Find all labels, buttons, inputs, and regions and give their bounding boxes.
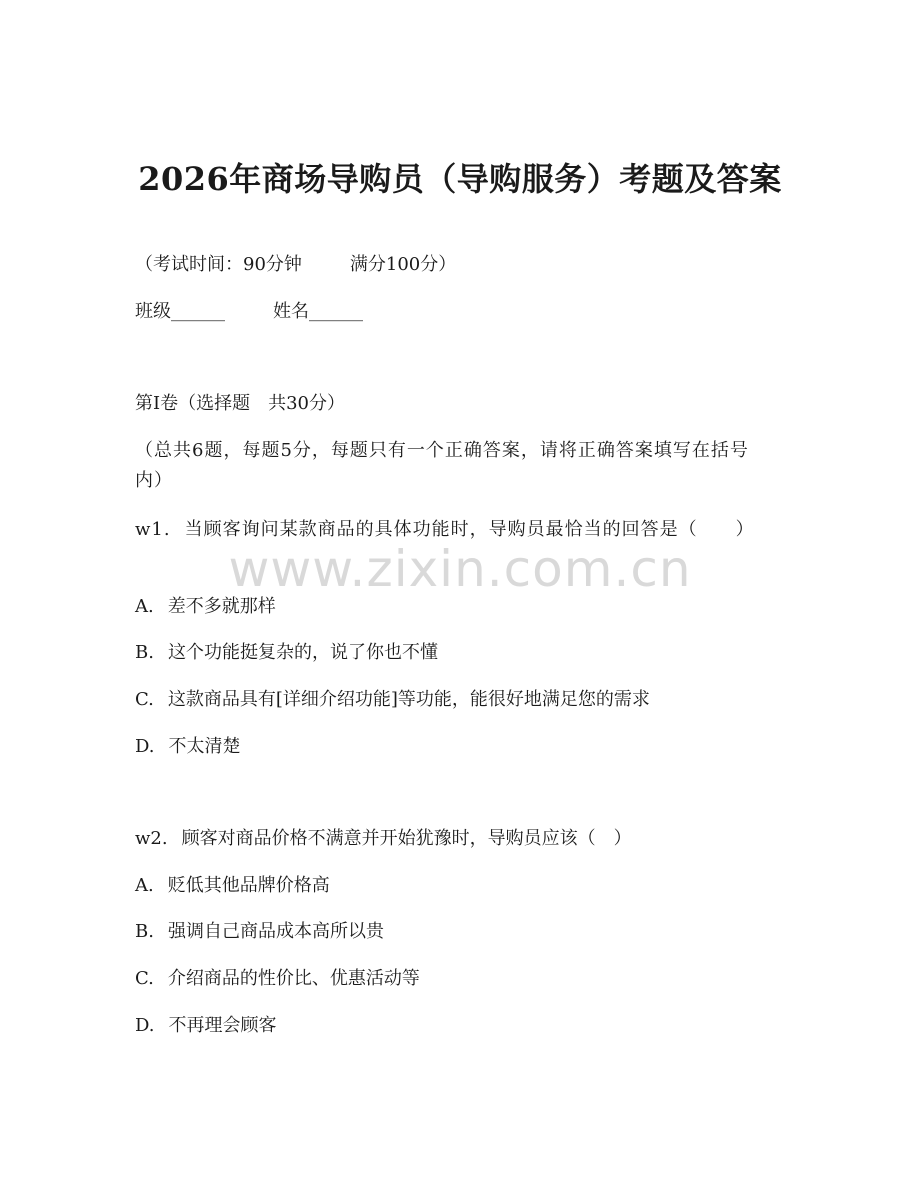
option-text: 这款商品具有[详细介绍功能]等功能，能很好地满足您的需求 <box>167 689 650 710</box>
option-text: 不太清楚 <box>168 736 241 757</box>
question-text: 当顾客询问某款商品的具体功能时，导购员最恰当的回答是（ ） <box>184 519 755 540</box>
option-letter: C. <box>135 689 154 710</box>
option-letter: C. <box>135 968 154 989</box>
exam-info <box>135 251 456 279</box>
option-text: 这个功能挺复杂的，说了你也不懂 <box>167 642 438 663</box>
student-fields <box>135 298 363 326</box>
document-title: 2026年商场导购员（导购服务）考题及答案 <box>138 160 782 198</box>
option-letter: A. <box>135 875 154 896</box>
watermark: www.zixin.com.cn <box>228 540 692 598</box>
question-2 <box>135 825 632 853</box>
option-letter: B. <box>135 921 154 942</box>
question-number: w1. <box>135 519 171 540</box>
option-letter: A. <box>135 596 154 617</box>
option-letter: B. <box>135 642 154 663</box>
option-text: 强调自己商品成本高所以贵 <box>167 921 384 942</box>
question-number: w2. <box>135 828 168 849</box>
option-text: 贬低其他品牌价格高 <box>167 875 330 896</box>
question-2-option-c <box>135 965 420 993</box>
exam-time: （考试时间：90分钟 <box>135 254 302 275</box>
question-1-option-c <box>135 686 650 714</box>
section-heading: 第I卷（选择题 共30分） <box>135 393 346 414</box>
section-instruction: （总共6题，每题5分，每题只有一个正确答案，请将正确答案填写在括号内） <box>135 440 749 491</box>
option-text: 不再理会顾客 <box>168 1015 277 1036</box>
question-2-option-d <box>135 1012 277 1040</box>
option-text: 差不多就那样 <box>167 596 276 617</box>
question-1-option-b <box>135 639 438 667</box>
question-2-option-b <box>135 918 384 946</box>
option-letter: D. <box>135 1015 155 1036</box>
question-2-option-a <box>135 872 330 900</box>
option-letter: D. <box>135 736 155 757</box>
exam-full-score: 满分100分） <box>349 254 457 275</box>
option-text: 介绍商品的性价比、优惠活动等 <box>167 968 420 989</box>
question-1-option-d <box>135 733 241 761</box>
question-1 <box>135 515 775 545</box>
class-field: 班级______ <box>135 301 225 322</box>
question-text: 顾客对商品价格不满意并开始犹豫时，导购员应该（ ） <box>181 828 632 849</box>
name-field: 姓名______ <box>273 301 363 322</box>
question-1-option-a <box>135 593 276 621</box>
